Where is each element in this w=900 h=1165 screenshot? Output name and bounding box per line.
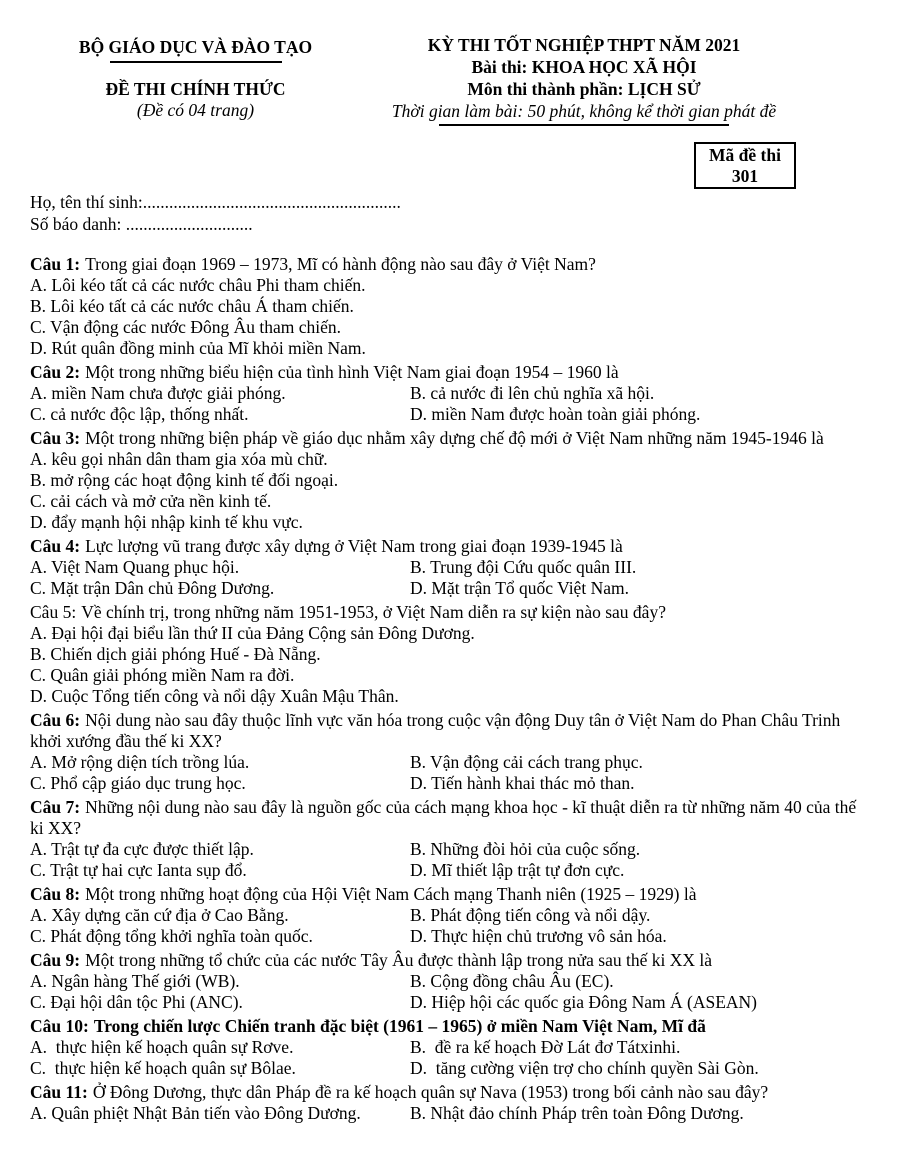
- option-b: B. Những đòi hỏi của cuộc sống.: [410, 839, 641, 859]
- question-number: Câu 11:: [30, 1082, 88, 1102]
- option-d: D. Thực hiện chủ trương vô sản hóa.: [410, 926, 667, 946]
- question-block: [30, 362, 872, 425]
- options-group: [30, 623, 872, 707]
- options-group: [30, 971, 872, 1013]
- option-a: A. Quân phiệt Nhật Bản tiến vào Đông Dương.: [30, 1103, 361, 1123]
- question-title: [30, 710, 872, 752]
- option-d: D. tăng cường viện trợ cho chính quyền Sài Gòn.: [410, 1058, 759, 1078]
- question-title: [30, 254, 872, 275]
- question-title: [30, 362, 872, 383]
- question-number: Câu 5:: [30, 602, 77, 622]
- question-text: Một trong những hoạt động của Hội Việt Nam Cách mạng Thanh niên (1925 – 1929) là: [85, 884, 697, 904]
- question-block: [30, 536, 872, 599]
- question-number: Câu 1:: [30, 254, 81, 274]
- option-c: C. Mặt trận Dân chủ Đông Dương.: [30, 578, 275, 598]
- question-block: [30, 884, 872, 947]
- options-group: [30, 839, 872, 881]
- option-b: B. cả nước đi lên chủ nghĩa xã hội.: [410, 383, 655, 403]
- test-name: Bài thi: KHOA HỌC XÃ HỘI: [471, 57, 697, 77]
- duration-note: Thời gian làm bài: 50 phút, không kể thời gian phát đề: [391, 101, 777, 121]
- option-d: D. Mĩ thiết lập trật tự đơn cực.: [410, 860, 625, 880]
- option-d: D. Hiệp hội các quốc gia Đông Nam Á (ASEAN): [410, 992, 758, 1012]
- ministry-name: BỘ GIÁO DỤC VÀ ĐÀO TẠO: [78, 37, 313, 57]
- header-right-block: [360, 34, 808, 126]
- options-group: [30, 1037, 872, 1079]
- question-title: [30, 1082, 872, 1103]
- option-a: A. Việt Nam Quang phục hội.: [30, 557, 240, 577]
- option-c: C. cả nước độc lập, thống nhất.: [30, 404, 249, 424]
- question-block: [30, 797, 872, 881]
- question-text: Nội dung nào sau đây thuộc lĩnh vực văn hóa trong cuộc vận động Duy tân ở Việt Nam do Phan Châu Trinh khởi xướng đầu thế ki XX?: [30, 710, 841, 751]
- option-b: B. Vận động cải cách trang phục.: [410, 752, 643, 772]
- ministry-underline: [110, 61, 282, 63]
- option-a: A. miền Nam chưa được giải phóng.: [30, 383, 286, 403]
- option-b: B. Cộng đồng châu Âu (EC).: [410, 971, 614, 991]
- question-title: [30, 884, 872, 905]
- question-title: [30, 797, 872, 839]
- options-group: [30, 383, 872, 425]
- question-number: Câu 10:: [30, 1016, 89, 1036]
- duration-underline: [439, 124, 729, 126]
- question-text: Trong chiến lược Chiến tranh đặc biệt (1961 – 1965) ở miền Nam Việt Nam, Mĩ đã: [93, 1016, 706, 1036]
- question-block: [30, 1016, 872, 1079]
- question-title: [30, 602, 872, 623]
- questions-list: [30, 254, 872, 1127]
- question-number: Câu 6:: [30, 710, 81, 730]
- options-group: [30, 557, 872, 599]
- option-d: D. đẩy mạnh hội nhập kinh tế khu vực.: [30, 512, 303, 532]
- question-text: Lực lượng vũ trang được xây dựng ở Việt Nam trong giai đoạn 1939-1945 là: [85, 536, 623, 556]
- candidate-id-line: Số báo danh: .............................: [30, 214, 253, 234]
- options-group: [30, 905, 872, 947]
- option-a: A. Xây dựng căn cứ địa ở Cao Bằng.: [30, 905, 289, 925]
- option-b: B. Trung đội Cứu quốc quân III.: [410, 557, 637, 577]
- option-c: C. Phổ cập giáo dục trung học.: [30, 773, 246, 793]
- candidate-name-line: Họ, tên thí sinh:...........................................................: [30, 192, 401, 212]
- option-b: B. Nhật đảo chính Pháp trên toàn Đông Dương.: [410, 1103, 744, 1123]
- candidate-info: [30, 191, 401, 235]
- question-number: Câu 8:: [30, 884, 81, 904]
- option-c: C. cải cách và mở cửa nền kinh tế.: [30, 491, 272, 511]
- option-d: D. Rút quân đồng minh của Mĩ khỏi miền Nam.: [30, 338, 366, 358]
- question-number: Câu 9:: [30, 950, 81, 970]
- subject-name: Môn thi thành phần: LỊCH SỬ: [467, 79, 701, 99]
- option-a: A. Đại hội đại biểu lần thứ II của Đảng Cộng sản Đông Dương.: [30, 623, 475, 643]
- question-text: Về chính trị, trong những năm 1951-1953, ở Việt Nam diễn ra sự kiện nào sau đây?: [81, 602, 666, 622]
- question-number: Câu 3:: [30, 428, 81, 448]
- question-text: Ở Đông Dương, thực dân Pháp đề ra kế hoạch quân sự Nava (1953) trong bối cảnh nào sau đây?: [92, 1082, 769, 1102]
- option-d: D. Cuộc Tổng tiến công và nổi dậy Xuân Mậu Thân.: [30, 686, 399, 706]
- question-number: Câu 4:: [30, 536, 81, 556]
- option-b: B. đề ra kế hoạch Đờ Lát đơ Tátxinhi.: [410, 1037, 681, 1057]
- option-b: B. mở rộng các hoạt động kinh tế đối ngoại.: [30, 470, 339, 490]
- option-b: B. Chiến dịch giải phóng Huế - Đà Nẵng.: [30, 644, 321, 664]
- question-text: Một trong những biểu hiện của tình hình Việt Nam giai đoạn 1954 – 1960 là: [85, 362, 619, 382]
- option-d: D. Tiến hành khai thác mỏ than.: [410, 773, 635, 793]
- option-c: C. Trật tự hai cực Ianta sụp đổ.: [30, 860, 247, 880]
- question-block: [30, 1082, 872, 1124]
- option-c: C. thực hiện kế hoạch quân sự Bôlae.: [30, 1058, 296, 1078]
- question-text: Một trong những tổ chức của các nước Tây Âu được thành lập trong nửa sau thế ki XX là: [85, 950, 712, 970]
- option-c: C. Đại hội dân tộc Phi (ANC).: [30, 992, 243, 1012]
- options-group: [30, 752, 872, 794]
- question-block: [30, 950, 872, 1013]
- pages-note: (Đề có 04 trang): [136, 100, 255, 120]
- question-number: Câu 7:: [30, 797, 81, 817]
- options-group: [30, 1103, 872, 1124]
- options-group: [30, 275, 872, 359]
- option-b: B. Phát động tiến công và nổi dậy.: [410, 905, 651, 925]
- options-group: [30, 449, 872, 533]
- header-left-block: [28, 37, 363, 121]
- option-d: D. Mặt trận Tổ quốc Việt Nam.: [410, 578, 629, 598]
- option-a: A. Lôi kéo tất cả các nước châu Phi tham chiến.: [30, 275, 366, 295]
- question-title: [30, 536, 872, 557]
- question-text: Những nội dung nào sau đây là nguồn gốc của cách mạng khoa học - kĩ thuật diễn ra từ những năm 40 của thế ki XX?: [30, 797, 857, 838]
- question-title: [30, 1016, 872, 1037]
- option-c: C. Phát động tổng khởi nghĩa toàn quốc.: [30, 926, 313, 946]
- question-text: Trong giai đoạn 1969 – 1973, Mĩ có hành động nào sau đây ở Việt Nam?: [85, 254, 596, 274]
- option-b: B. Lôi kéo tất cả các nước châu Á tham chiến.: [30, 296, 354, 316]
- question-block: [30, 710, 872, 794]
- question-block: [30, 602, 872, 707]
- exam-title: KỲ THI TỐT NGHIỆP THPT NĂM 2021: [427, 35, 741, 55]
- question-title: [30, 428, 872, 449]
- exam-code-box: [694, 142, 796, 189]
- option-a: A. Trật tự đa cực được thiết lập.: [30, 839, 254, 859]
- option-a: A. kêu gọi nhân dân tham gia xóa mù chữ.: [30, 449, 328, 469]
- exam-code-label: Mã đề thi: [709, 145, 781, 165]
- option-c: C. Quân giải phóng miền Nam ra đời.: [30, 665, 295, 685]
- question-block: [30, 254, 872, 359]
- exam-code-value: 301: [731, 166, 759, 186]
- option-a: A. Mở rộng diện tích trồng lúa.: [30, 752, 250, 772]
- question-number: Câu 2:: [30, 362, 81, 382]
- option-d: D. miền Nam được hoàn toàn giải phóng.: [410, 404, 701, 424]
- question-text: Một trong những biện pháp về giáo dục nhằm xây dựng chế độ mới ở Việt Nam những năm 1945-1946 là: [85, 428, 824, 448]
- option-a: A. Ngân hàng Thế giới (WB).: [30, 971, 240, 991]
- exam-type-label: ĐỀ THI CHÍNH THỨC: [105, 79, 286, 99]
- option-c: C. Vận động các nước Đông Âu tham chiến.: [30, 317, 341, 337]
- question-title: [30, 950, 872, 971]
- question-block: [30, 428, 872, 533]
- option-a: A. thực hiện kế hoạch quân sự Rơve.: [30, 1037, 294, 1057]
